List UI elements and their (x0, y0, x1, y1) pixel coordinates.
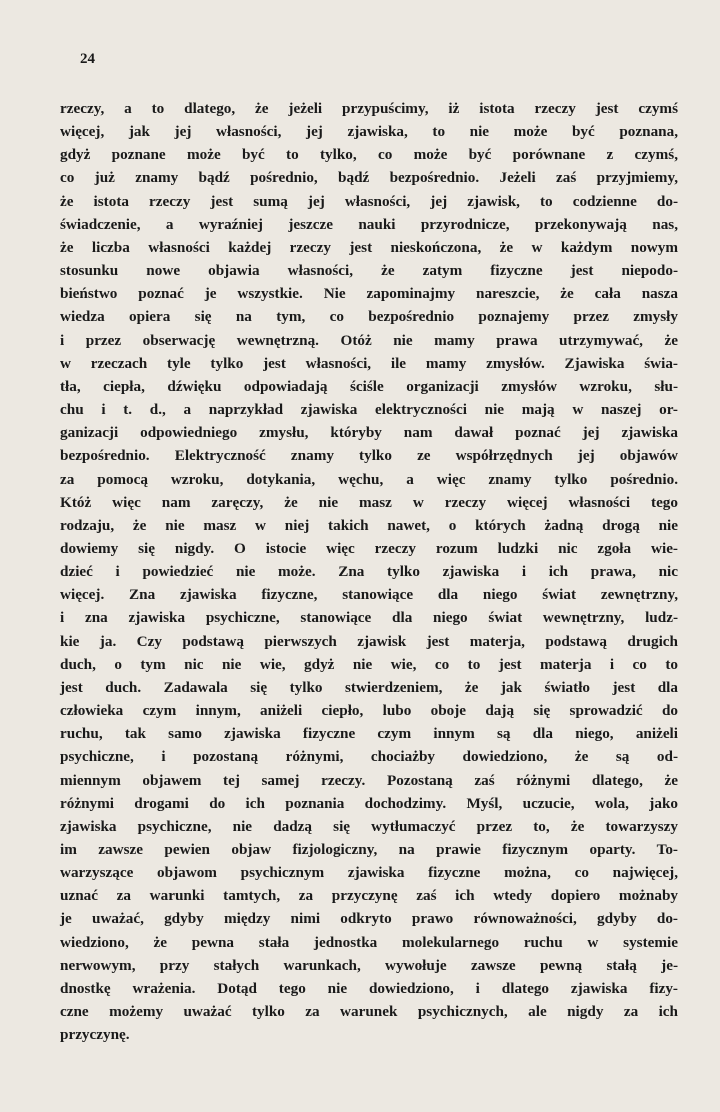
text-line: różnymi drogami do ich poznania dochodzimy. Myśl, uczucie, wola, jako (60, 794, 678, 812)
text-line: ganizacji odpowiedniego zmysłu, któryby nam dawał poznać jej zjawiska (60, 424, 678, 442)
text-line: bieństwo poznać je wszystkie. Nie zapominajmy nareszcie, że cała nasza (60, 285, 678, 303)
text-line: człowieka czym innym, aniżeli ciepło, lubo oboje dają się sprowadzić do (60, 702, 678, 720)
text-line: dowiemy się nigdy. O istocie więc rzeczy rozum ludzki nic zgoła wie- (60, 539, 678, 557)
text-line: zjawiska psychiczne, nie dadzą się wytłumaczyć przez to, że towarzyszy (60, 817, 678, 835)
text-line: że istota rzeczy jest sumą jej własności, jej zjawisk, to codzienne do- (60, 192, 678, 210)
text-line: rzeczy, a to dlatego, że jeżeli przypuścimy, iż istota rzeczy jest czymś (60, 100, 678, 117)
text-line: dzieć i powiedzieć nie może. Zna tylko zjawiska i ich prawa, nic (60, 563, 678, 581)
text-line: rodzaju, że nie masz w niej takich nawet, o których żadną drogą nie (60, 516, 678, 534)
text-line: miennym objawem tej samej rzeczy. Pozostaną zaś różnymi dlatego, że (60, 771, 678, 789)
text-line: że liczba własności każdej rzeczy jest nieskończona, że w każdym nowym (60, 238, 678, 256)
text-line: chu i t. d., a naprzykład zjawiska elektryczności nie mają w naszej or- (60, 401, 678, 419)
text-line: nerwowym, przy stałych warunkach, wywołuje zawsze pewną stałą je- (60, 956, 678, 974)
text-line: Któż więc nam zaręczy, że nie masz w rzeczy więcej własności tego (60, 493, 678, 511)
text-line: kie ja. Czy podstawą pierwszych zjawisk jest materja, podstawą drugich (60, 632, 678, 650)
text-line: psychiczne, i pozostaną różnymi, chociażby dowiedziono, że są od- (60, 748, 678, 766)
text-line: wiedziono, że pewna stała jednostka molekularnego ruchu w systemie (60, 933, 678, 951)
text-line: warzyszące objawom psychicznym zjawiska fizyczne można, co najwięcej, (60, 864, 678, 882)
text-line: ruchu, tak samo zjawiska fizyczne czym innym są dla niego, aniżeli (60, 725, 678, 743)
text-line: dnostkę wrażenia. Dotąd tego nie dowiedziono, i dlatego zjawiska fizy- (60, 979, 678, 997)
page-number: 24 (80, 51, 95, 67)
text-line: wiedza opiera się na tym, co bezpośrednio poznajemy przez zmysły (60, 308, 678, 326)
text-line: i zna zjawiska psychiczne, stanowiące dla niego świat wewnętrzny, ludz- (60, 609, 678, 627)
text-line: więcej. Zna zjawiska fizyczne, stanowiące dla niego świat zewnętrzny, (60, 586, 678, 604)
text-line: tła, ciepła, dźwięku odpowiadają ściśle organizacji zmysłów wzroku, słu- (60, 377, 678, 395)
text-line: bezpośrednio. Elektryczność znamy tylko ze współrzędnych jej objawów (60, 447, 678, 465)
text-line: więcej, jak jej własności, jej zjawiska, to nie może być poznana, (60, 123, 678, 141)
text-line-last: przyczynę. (60, 1026, 130, 1044)
body-text (60, 97, 678, 1046)
text-line: stosunku nowe objawia własności, że zatym fizyczne jest niepodo- (60, 262, 678, 280)
text-line: jest duch. Zadawala się tylko stwierdzeniem, że jak światło jest dla (60, 678, 678, 696)
text-line: czne możemy uważać tylko za warunek psychicznych, ale nigdy za ich (60, 1003, 678, 1021)
text-line: za pomocą wzroku, dotykania, węchu, a więc znamy tylko pośrednio. (60, 470, 678, 488)
text-line: i przez obserwację wewnętrzną. Otóż nie mamy prawa utrzymywać, że (60, 331, 678, 349)
text-line: uznać za warunki tamtych, za przyczynę zaś ich wtedy dopiero możnaby (60, 887, 678, 905)
text-line: świadczenie, a wyraźniej jeszcze nauki przyrodnicze, przekonywają nas, (60, 215, 678, 233)
text-line: gdyż poznane może być to tylko, co może być porównane z czymś, (60, 146, 678, 164)
text-line: duch, o tym nic nie wie, gdyż nie wie, co to jest materja i co to (60, 655, 678, 673)
text-line: w rzeczach tyle tylko jest własności, ile mamy zmysłów. Zjawiska świa- (60, 354, 678, 372)
text-line: co już znamy bądź pośrednio, bądź bezpośrednio. Jeżeli zaś przyjmiemy, (60, 169, 678, 187)
text-line: im zawsze pewien objaw fizjologiczny, na prawie fizycznym oparty. To- (60, 841, 678, 858)
text-line: je uważać, gdyby między nimi odkryto prawo równoważności, gdyby do- (60, 910, 678, 928)
